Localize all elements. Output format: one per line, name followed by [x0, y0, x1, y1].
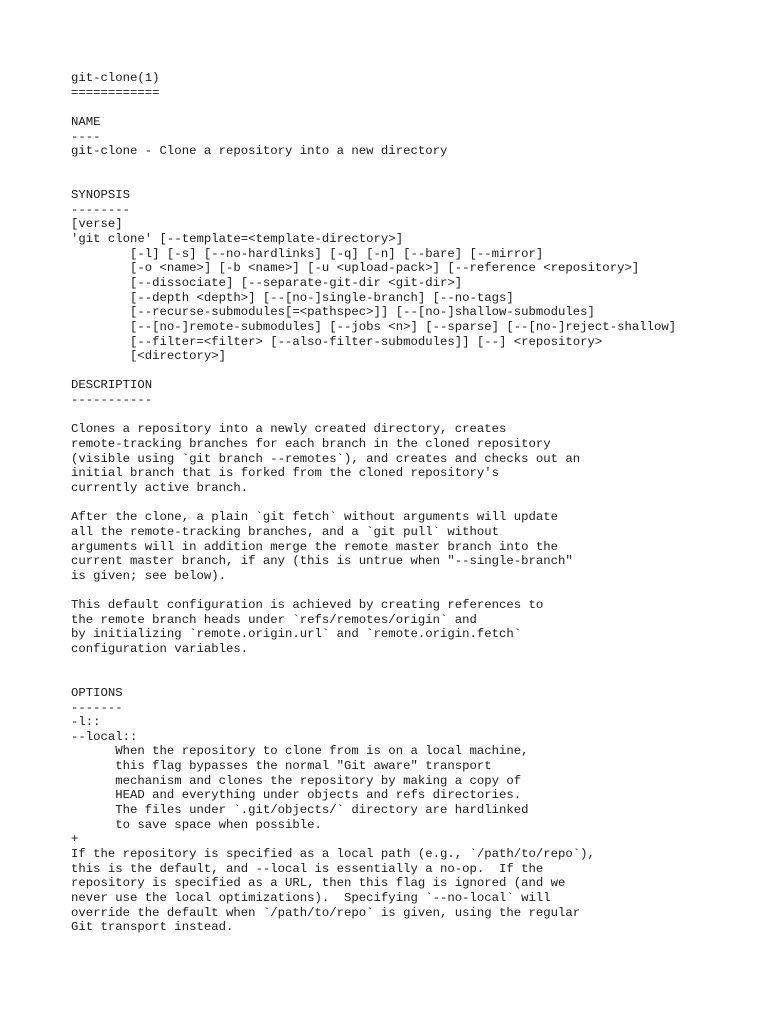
- document-line: OPTIONS: [71, 685, 123, 700]
- document-line: [71, 583, 676, 598]
- document-line: configuration variables.: [71, 641, 249, 656]
- document-line: DESCRIPTION: [71, 378, 153, 393]
- document-line: arguments will in addition merge the remote master branch into the: [71, 539, 559, 554]
- document-line: --local::: [71, 729, 138, 744]
- document-line: After the clone, a plain `git fetch` without arguments will update: [71, 510, 559, 525]
- document-line: is given; see below).: [71, 568, 226, 583]
- document-line: [71, 173, 676, 188]
- document-line: SYNOPSIS: [71, 188, 131, 203]
- document-line: currently active branch.: [71, 480, 249, 495]
- document-line: [-l] [-s] [--no-hardlinks] [-q] [-n] [--bare] [--mirror]: [71, 246, 544, 261]
- document-line: --------: [71, 202, 131, 217]
- document-line: this flag bypasses the normal "Git aware" transport: [71, 759, 492, 774]
- document-line: [--[no-]remote-submodules] [--jobs <n>] [--sparse] [--[no-]reject-shallow]: [71, 319, 677, 334]
- document-line: remote-tracking branches for each branch in the cloned repository: [71, 437, 551, 452]
- document-line: override the default when `/path/to/repo` is given, using the regular: [71, 905, 581, 920]
- document-line: the remote branch heads under `refs/remotes/origin` and: [71, 612, 477, 627]
- document-line: git-clone(1): [71, 71, 160, 85]
- document-line: all the remote-tracking branches, and a `git pull` without: [71, 524, 500, 539]
- document-line: (visible using `git branch --remotes`), and creates and checks out an: [71, 451, 581, 466]
- document-line: -l::: [71, 715, 101, 730]
- document-line: -----------: [71, 393, 153, 408]
- document-line: [-o <name>] [-b <name>] [-u <upload-pack>] [--reference <repository>]: [71, 261, 640, 276]
- document-line: [71, 496, 676, 511]
- document-line: [verse]: [71, 217, 123, 232]
- document-line: [71, 671, 676, 686]
- document-line: by initializing `remote.origin.url` and `remote.origin.fetch`: [71, 627, 522, 642]
- document-line: repository is specified as a URL, then this flag is ignored (and we: [71, 876, 566, 891]
- document-line: [71, 657, 676, 672]
- document-line: mechanism and clones the repository by making a copy of: [71, 773, 522, 788]
- document-line: This default configuration is achieved by creating references to: [71, 598, 544, 613]
- document-line: [71, 100, 676, 115]
- document-line: 'git clone' [--template=<template-directory>]: [71, 232, 404, 247]
- document-line: Git transport instead.: [71, 920, 234, 935]
- document-text: [71, 71, 676, 935]
- document-line: Clones a repository into a newly created directory, creates: [71, 422, 507, 437]
- document-line: If the repository is specified as a local path (e.g., `/path/to/repo`),: [71, 846, 595, 861]
- document-line: [71, 408, 676, 423]
- document-line: [--depth <depth>] [--[no-]single-branch] [--no-tags]: [71, 290, 514, 305]
- document-line: The files under `.git/objects/` directory are hardlinked: [71, 803, 529, 818]
- document-line: [<directory>]: [71, 349, 226, 364]
- document-line: to save space when possible.: [71, 817, 322, 832]
- document-line: When the repository to clone from is on a local machine,: [71, 744, 529, 759]
- document-line: never use the local optimizations). Specifying `--no-local` will: [71, 890, 551, 905]
- document-line: [--filter=<filter> [--also-filter-submodules]] [--] <repository>: [71, 334, 603, 349]
- document-line: this is the default, and --local is essentially a no-op. If the: [71, 861, 544, 876]
- document-line: current master branch, if any (this is untrue when "--single-branch": [71, 554, 573, 569]
- document-line: +: [71, 832, 79, 847]
- document-line: [71, 364, 676, 379]
- document-line: [--dissociate] [--separate-git-dir <git-dir>]: [71, 275, 463, 290]
- document-line: git-clone - Clone a repository into a new directory: [71, 144, 448, 159]
- document-line: ============: [71, 85, 160, 100]
- document-line: ----: [71, 129, 101, 144]
- document-line: -------: [71, 700, 123, 715]
- document-line: NAME: [71, 114, 101, 129]
- document-line: [--recurse-submodules[=<pathspec>]] [--[no-]shallow-submodules]: [71, 305, 595, 320]
- document-line: initial branch that is forked from the cloned repository's: [71, 466, 500, 481]
- document-line: HEAD and everything under objects and refs directories.: [71, 788, 522, 803]
- document-line: [71, 159, 676, 174]
